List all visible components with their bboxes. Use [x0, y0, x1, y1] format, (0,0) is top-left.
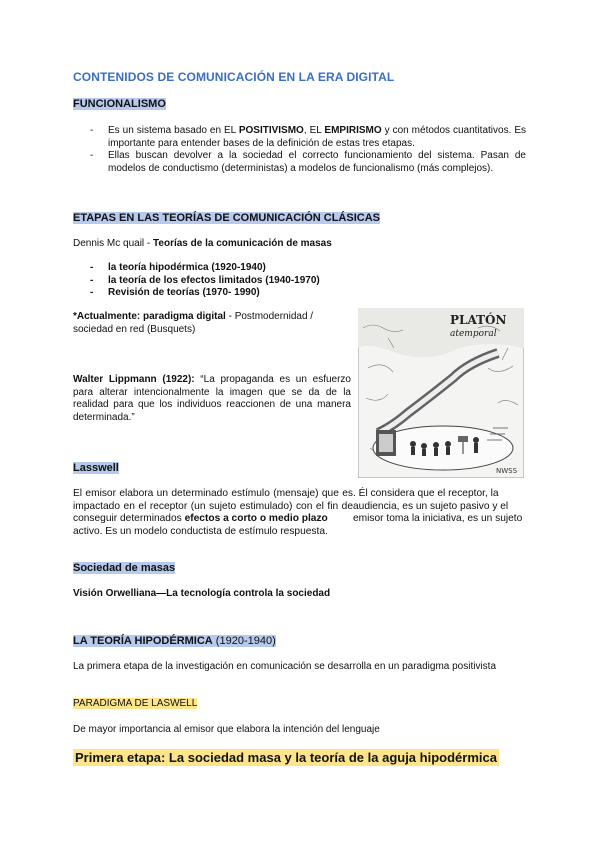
actualmente-paragraph [73, 311, 351, 336]
bold-run: EMPIRISMO [324, 125, 382, 136]
list-item [90, 287, 320, 300]
list-item [90, 125, 526, 150]
paradigma-label [73, 698, 197, 711]
etapas-author-line [73, 238, 332, 251]
book-title: Teorías de la comunicación de masas [153, 238, 332, 249]
lasswell-paragraph [73, 488, 533, 538]
list-item-text: la teoría hipodérmica (1920-1940) [108, 262, 266, 273]
page-title: CONTENIDOS DE COMUNICACIÓN EN LA ERA DIGITAL [73, 70, 395, 84]
dash-marker: - [90, 274, 94, 286]
heading-highlight: ETAPAS EN LAS TEORÍAS DE COMUNICACIÓN CLÁSICAS [73, 212, 380, 224]
heading-highlight [73, 635, 276, 647]
list-item [90, 150, 526, 175]
text-run: “La propaganda es un esfuerzo para alterar intencionalmente la imagen que se da de la realidad para que los individuos reaccionen de una manera determinada.” [73, 374, 351, 423]
text-run: , EL [303, 125, 325, 136]
list-item-text: la teoría de los efectos limitados (1940-1970) [108, 274, 320, 286]
etapas-list [90, 262, 320, 300]
dash-marker: - [90, 125, 94, 136]
bold-run: *Actualmente: paradigma digital [73, 311, 226, 322]
orwell-line: Visión Orwelliana—La tecnología controla la sociedad [73, 588, 331, 599]
figure-caption-title: PLATÓN [450, 313, 507, 327]
heading-highlight: FUNCIONALISMO [73, 98, 166, 110]
list-item-text: Revisión de teorías (1970- 1990) [108, 287, 260, 299]
lippmann-quote [73, 374, 351, 424]
paradigma-description: De mayor importancia al emisor que elabora la intención del lenguaje [73, 724, 380, 735]
plato-cave-cartoon [358, 308, 524, 478]
heading-years: (1920-1940) [212, 635, 276, 647]
text-run: y con métodos cuantitativos. Es importante para entender bases de la definición de estas tres etapas. [108, 125, 526, 149]
heading-highlight: Lasswell [73, 462, 119, 474]
dash-marker: - [90, 262, 94, 273]
text-run: Ellas buscan devolver a la sociedad el correcto funcionamiento del sistema. Pasan de modelos de conductismo (deterministas) a modelos de funcionalismo (más complejos). [108, 150, 526, 174]
section-heading-sociedad [73, 562, 175, 574]
section-heading-lasswell [73, 462, 119, 474]
primera-etapa-heading: Primera etapa: La sociedad masa y la teoría de la aguja hipodérmica [75, 750, 497, 765]
text-run: . Él considera que el receptor, la audiencia, es un sujeto pasivo y el emisor toma la iniciativa, es un sujeto activo. Es un modelo conductista de estímulo respuesta. [73, 488, 523, 537]
figure-signature: NWSS [496, 467, 518, 475]
heading-highlight: Sociedad de masas [73, 562, 176, 574]
hipodermica-paragraph: La primera etapa de la investigación en comunicación se desarrolla en un paradigma positivista [73, 661, 497, 672]
bold-run: Walter Lippmann (1922): [73, 374, 195, 385]
section-heading-etapas [73, 212, 380, 224]
text-run: Es un sistema basado en EL [108, 125, 239, 136]
yellow-highlight: PARADIGMA DE LASWELL [73, 698, 198, 709]
author-text: Dennis Mc quail - [73, 238, 154, 249]
list-item [90, 262, 320, 275]
dash-marker: - [90, 287, 94, 299]
funcionalismo-list [90, 125, 526, 175]
text-run: - Postmodernidad / sociedad en red (Busquets) [73, 311, 314, 335]
list-item [90, 274, 320, 288]
bold-run: efectos a corto o medio plazo [184, 513, 328, 525]
dash-marker: - [90, 150, 94, 162]
heading-bold: LA TEORÍA HIPODÉRMICA [73, 635, 213, 647]
lasswell-wrap [73, 488, 353, 526]
section-heading-hipodermica [73, 635, 276, 647]
text-run: El emisor elabora un determinado estímulo (mensaje) que es impactado en el receptor (un sujeto estimulado) con el fin de conseguir determinados [73, 488, 353, 525]
plato-cave-cartoon-icon [358, 308, 524, 478]
bold-run: POSITIVISMO [238, 125, 304, 136]
section-heading-funcionalismo [73, 98, 166, 110]
figure-caption-subtitle: atemporal [450, 329, 497, 339]
